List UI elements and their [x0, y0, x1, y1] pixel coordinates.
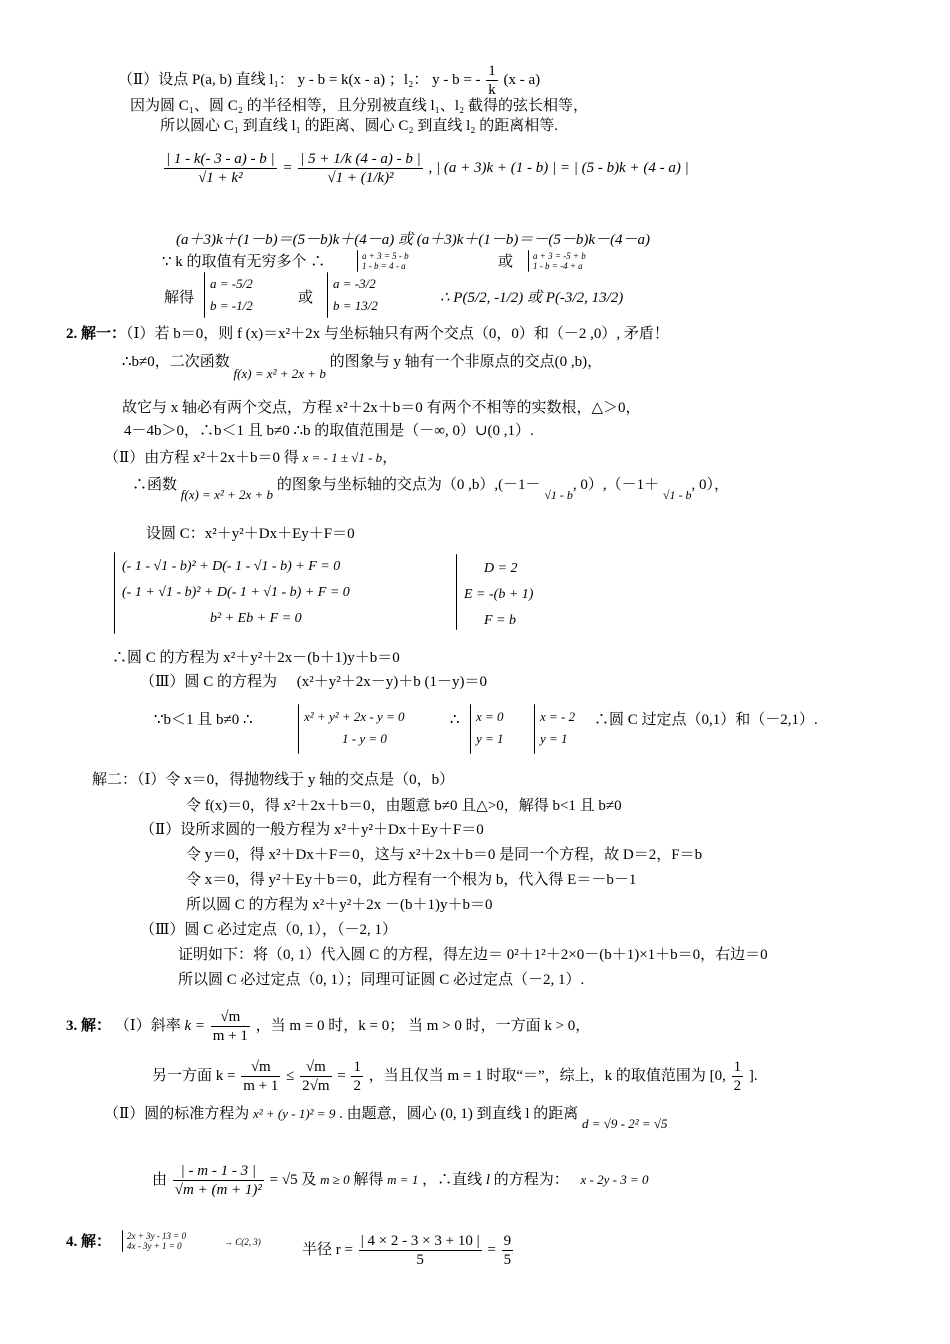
s2b-head: 解二：（Ⅰ）令 x＝0，得抛物线于 y 轴的交点是（0，b） — [92, 772, 455, 788]
s3-l4a: 由 — [152, 1171, 168, 1188]
func-expression: f(x) = x² + 2x + b — [180, 487, 274, 502]
eq1-tail: , | (a + 3)k + (1 - b) | = | (5 - b)k + (4 - a) | — [428, 159, 689, 176]
m-value: m = 1 — [387, 1171, 419, 1187]
brace — [470, 704, 471, 754]
sys-row: 2x + 3y - 13 = 0 — [127, 1231, 187, 1241]
eq2-line: (a＋3)k＋(1－b)＝(5－b)k＋(4－a) 或 (a＋3)k＋(1－b)＝－(5－b)k－(4－a) — [176, 232, 651, 248]
s2-line9 — [140, 672, 487, 692]
frac-den: 5 — [503, 1252, 512, 1268]
s3-line4 — [152, 1162, 649, 1199]
s2-l6c: , 0）,（－1＋ — [572, 477, 660, 493]
s2-l6b: 的图象与坐标轴的交点为（0 ,b）,(－1－ — [276, 477, 541, 493]
frac-num: 1 — [488, 63, 496, 79]
circle-equation: x² + (y - 1)² = 9 — [252, 1106, 336, 1121]
sys-row: 1 - b = -4 + a — [533, 261, 583, 271]
frac-den: m + 1 — [212, 1028, 248, 1044]
sys-row: F = b — [484, 613, 516, 628]
brace — [528, 250, 529, 272]
frac-num: √m — [300, 1058, 331, 1077]
eq4-sys2 — [333, 273, 378, 317]
root-expression: √1 - b — [662, 488, 692, 502]
brace — [204, 272, 205, 318]
sys-row: (- 1 + √1 - b)² + D(- 1 + √1 - b) + F = 0 — [122, 585, 350, 600]
fraction — [502, 1232, 514, 1269]
s2b-line5: 所以圆 C 的方程为 x²＋y²＋2x －(b＋1)y＋b＝0 — [186, 897, 493, 913]
s2-line4: 4－4b＞0，∴b＜1 且 b≠0 ∴b 的取值范围是（－∞, 0）∪(0 ,1）. — [124, 423, 534, 439]
comma: ， — [382, 450, 398, 466]
eq3-sys1 — [362, 251, 409, 271]
frac-num: 9 — [503, 1233, 512, 1249]
frac-den: 5 — [416, 1252, 424, 1268]
frac-num: | - m - 1 - 3 | — [173, 1162, 264, 1181]
eq3-or: 或 — [498, 254, 514, 270]
brace — [357, 250, 358, 272]
fraction — [241, 1058, 280, 1095]
frac-num: | 5 + 1/k (4 - a) - b | — [300, 151, 421, 167]
brace — [534, 704, 535, 754]
eq3-sys2 — [533, 251, 586, 271]
s3-l4f: 的方程为： — [493, 1171, 569, 1188]
root-expression: √1 - b — [544, 488, 573, 502]
frac-den: 2√m — [302, 1078, 330, 1094]
slope-k: k = — [184, 1017, 205, 1034]
frac-num: √m — [211, 1008, 250, 1027]
s2b-line6: （Ⅲ）圆 C 必过定点（0, 1），（－2, 1） — [140, 922, 397, 938]
fraction — [173, 1162, 264, 1199]
s2-line2 — [122, 352, 603, 381]
sys-row: x = - 2 — [540, 709, 576, 724]
s2-l9b: (x²＋y²＋2x－y)＋b (1－y)＝0 — [296, 674, 487, 690]
func-expression: f(x) = x² + 2x + b — [233, 366, 326, 381]
sys-row: 4x - 3y + 1 = 0 — [127, 1241, 182, 1251]
s3-line3 — [104, 1104, 668, 1131]
s4-head-line — [66, 1232, 111, 1252]
frac-den: k — [488, 82, 496, 98]
sys-row: x² + y² + 2x - y = 0 — [304, 709, 405, 724]
s2b-line1: 令 f(x)＝0，得 x²＋2x＋b＝0，由题意 b≠0 且△>0，解得 b<1 且 b≠0 — [186, 798, 622, 814]
s2-line1 — [66, 324, 669, 344]
fraction-left — [164, 150, 277, 187]
sys-row: (- 1 - √1 - b)² + D(- 1 - √1 - b) + F = 0 — [122, 559, 341, 574]
brace — [456, 554, 457, 630]
brace — [114, 552, 115, 634]
s2-l10-sys3 — [540, 706, 575, 750]
s2b-line3: 令 y＝0，得 x²＋Dx＋F＝0，这与 x²＋2x＋b＝0 是同一个方程，故 D＝2，F＝b — [186, 847, 703, 863]
equals-sign: = — [282, 159, 293, 176]
frac-den: m + 1 — [243, 1078, 279, 1094]
brace — [122, 1230, 123, 1252]
equals-sign: = — [487, 1241, 496, 1258]
s3-l1b: ，当 m = 0 时，k = 0； 当 m > 0 时，一方面 k > 0， — [255, 1017, 591, 1034]
root-expression: x = - 1 ± √1 - b — [302, 450, 383, 465]
s2-l5a: （Ⅱ）由方程 x²＋2x＋b＝0 得 — [104, 450, 299, 466]
problem-number: 3. 解： — [66, 1017, 112, 1034]
s4-radius — [302, 1232, 515, 1269]
sys-row: a = -3/2 — [333, 276, 376, 291]
fraction — [351, 1058, 363, 1095]
radius-label: 半径 r = — [302, 1241, 353, 1258]
eq4-or: 或 — [298, 290, 314, 306]
p2-line1-text: （Ⅱ）设点 P(a, b) 直线 l₁： y - b = k(x - a) ；l₂： y - b = - — [118, 71, 481, 88]
eq3-prefix: ∵ k 的取值有无穷多个 ∴ — [162, 254, 326, 270]
s3-l4d: 解得 — [353, 1171, 384, 1188]
s3-l2b: ，当且仅当 m = 1 时取“＝”，综上，k 的取值范围为 [0, — [368, 1067, 726, 1084]
frac-num: 1 — [733, 1059, 742, 1075]
equation-distance — [162, 150, 689, 187]
sys-row: 1 - b = 4 - a — [362, 261, 406, 271]
sys-row: y = 1 — [540, 731, 568, 746]
fraction — [732, 1058, 744, 1095]
s2b-line7: 证明如下：将（0, 1）代入圆 C 的方程，得左边＝ 0²＋1²＋2×0－(b＋1)×1＋b＝0，右边＝0 — [178, 947, 768, 963]
frac-num: √m — [241, 1058, 280, 1077]
p2-line1-tail: (x - a) — [503, 71, 541, 88]
s2-line10a: ∵b＜1 且 b≠0 ∴ — [154, 712, 253, 728]
s4-arrow: → C(2, 3) — [224, 1237, 261, 1247]
s2-line7: 设圆 C：x²＋y²＋Dx＋Ey＋F＝0 — [146, 526, 355, 542]
fraction — [211, 1008, 250, 1045]
frac-den: √1 + k² — [198, 170, 243, 186]
s3-l1a: （Ⅰ）斜率 — [114, 1017, 181, 1034]
s3-line2 — [152, 1058, 758, 1095]
le-sign: ≤ — [286, 1067, 295, 1084]
brace — [327, 272, 328, 318]
p2-line2: 因为圆 C₁、圆 C₂ 的半径相等，且分别被直线 l₁、l₂ 截得的弦长相等， — [130, 98, 589, 114]
sys-row: D = 2 — [484, 561, 518, 576]
s2-line3: 故它与 x 轴必有两个交点，方程 x²＋2x＋b＝0 有两个不相等的实数根，△＞0， — [122, 400, 641, 416]
s2-l10c: ∴圆 C 过定点（0,1）和（－2,1）. — [594, 712, 818, 728]
frac-num: 1 — [353, 1059, 361, 1075]
sys-row: a + 3 = 5 - b — [362, 251, 409, 261]
fraction — [300, 1058, 331, 1095]
sys-row: 1 - y = 0 — [342, 731, 387, 746]
frac-num: | 1 - k(- 3 - a) - b | — [166, 151, 275, 167]
eq4-prefix: 解得 — [164, 290, 195, 306]
s3-line1 — [66, 1008, 590, 1045]
s3-l3a: （Ⅱ）圆的标准方程为 — [104, 1106, 250, 1122]
p2-line3: 所以圆心 C₁ 到直线 l₁ 的距离、圆心 C₂ 到直线 l₂ 的距离相等. — [160, 118, 559, 134]
sys-row: x = 0 — [476, 709, 504, 724]
sys-row: a + 3 = -5 + b — [533, 251, 586, 261]
fraction — [359, 1232, 482, 1269]
s2-system — [122, 554, 350, 632]
s2b-line2: （Ⅱ）设所求圆的一般方程为 x²＋y²＋Dx＋Ey＋F＝0 — [140, 822, 484, 838]
problem-number: 2. 解一： — [66, 326, 127, 342]
frac-den: √1 + (1/k)² — [327, 170, 394, 186]
s2-solution — [464, 556, 533, 634]
s2b-line4: 令 x＝0，得 y²＋Ey＋b＝0，此方程有一个根为 b，代入得 E＝－b－1 — [186, 872, 637, 888]
s2-l10b: ∴ — [450, 712, 460, 728]
s2-l10-sys — [304, 706, 405, 750]
s2-l2a: ∴b≠0，二次函数 — [122, 354, 230, 370]
s3-l4e: ，∴直线 — [422, 1171, 483, 1188]
s2-l6a: ∴函数 — [132, 477, 178, 493]
s2-line6 — [132, 475, 730, 502]
sys-row: b = 13/2 — [333, 298, 378, 313]
distance-expression: d = √9 - 2² = √5 — [582, 1116, 668, 1131]
condition: m ≥ 0 — [320, 1171, 350, 1187]
fraction-right — [298, 150, 422, 187]
frac-den: 2 — [733, 1078, 742, 1094]
p2-line1 — [118, 62, 540, 99]
s2-line8: ∴圆 C 的方程为 x²＋y²＋2x－(b＋1)y＋b＝0 — [112, 650, 400, 666]
sys-row: y = 1 — [476, 731, 504, 746]
s3-l2a: 另一方面 k = — [152, 1067, 236, 1084]
s3-l4b: = √5 及 — [269, 1171, 317, 1188]
sys-row: E = -(b + 1) — [464, 587, 534, 602]
frac-num: | 4 × 2 - 3 × 3 + 10 | — [360, 1233, 480, 1249]
problem-number: 4. 解： — [66, 1234, 112, 1250]
s2-l9a: （Ⅲ）圆 C 的方程为 — [140, 674, 277, 690]
eq4-result: ∴ P(5/2, -1/2) 或 P(-3/2, 13/2) — [440, 290, 624, 306]
s2-l2b: 的图象与 y 轴有一个非原点的交点(0 ,b)， — [329, 354, 603, 370]
sys-row: b² + Eb + F = 0 — [210, 611, 302, 626]
equals-sign: = — [337, 1067, 346, 1084]
brace — [298, 704, 299, 754]
sys-row: b = -1/2 — [210, 298, 253, 313]
frac-den: √m + (m + 1)² — [174, 1182, 262, 1198]
s2-l1-text: （Ⅰ）若 b＝0，则 f (x)＝x²＋2x 与坐标轴只有两个交点（0，0）和（－2 ,0）, 矛盾！ — [126, 326, 669, 342]
fraction — [486, 62, 498, 99]
sys-row: a = -5/2 — [210, 276, 253, 291]
s2-l6d: , 0）， — [691, 477, 730, 493]
line-l: l — [485, 1171, 491, 1188]
s2b-line8: 所以圆 C 必过定点（0, 1）；同理可证圆 C 必过定点（－2, 1）. — [178, 972, 585, 988]
line-equation: x - 2y - 3 = 0 — [580, 1171, 649, 1187]
frac-den: 2 — [353, 1078, 361, 1094]
s4-system — [127, 1231, 186, 1251]
s3-l3b: . 由题意，圆心 (0, 1) 到直线 l 的距离 — [339, 1106, 579, 1122]
s2-line5 — [104, 448, 397, 468]
s3-l2c: ]. — [748, 1067, 758, 1084]
eq4-sys1 — [210, 273, 253, 317]
s2-l10-sys2 — [476, 706, 504, 750]
